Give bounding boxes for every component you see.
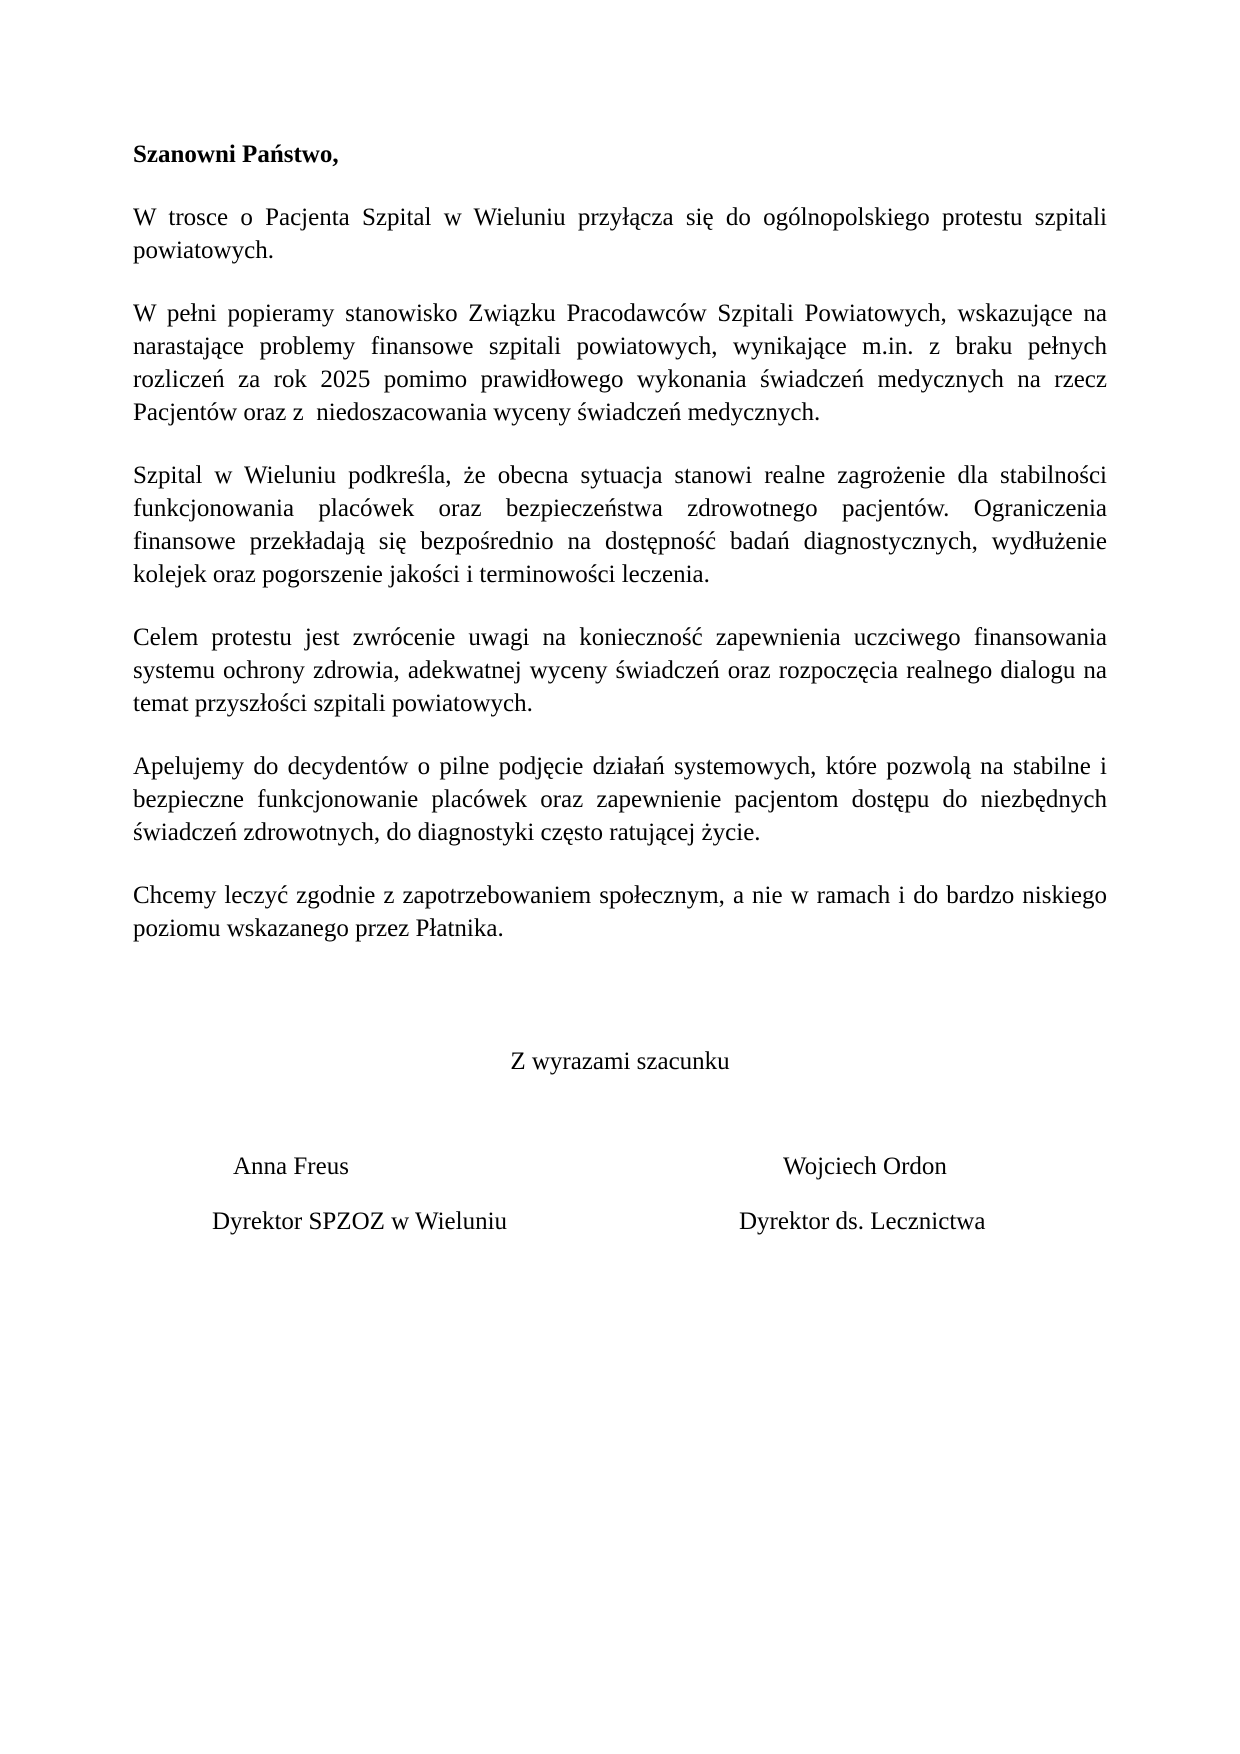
- paragraph-support-statement: W pełni popieramy stanowisko Związku Pracodawców Szpitali Powiatowych, wskazujące na narastające problemy finansowe szpitali powiatowych, wynikające m.in. z braku pełnych rozliczeń za rok 2025 pomimo prawidłowego wykonania świadczeń medycznych na rzecz Pacjentów oraz z niedoszacowania wyceny świadczeń medycznych.: [133, 300, 1114, 426]
- signatory-left-name: Anna Freus: [233, 1153, 349, 1180]
- salutation: Szanowni Państwo,: [133, 141, 339, 168]
- closing-phrase: Z wyrazami szacunku: [510, 1048, 730, 1075]
- signatory-right-name: Wojciech Ordon: [783, 1153, 947, 1180]
- paragraph-appeal: Apelujemy do decydentów o pilne podjęcie działań systemowych, które pozwolą na stabilne i bezpieczne funkcjonowanie placówek oraz zapewnienie pacjentom dostępu do niezbędnych świadczeń zdrowotnych, do diagnostyki często ratującej życie.: [133, 753, 1114, 846]
- paragraph-protest-goal: Celem protestu jest zwrócenie uwagi na konieczność zapewnienia uczciwego finansowania systemu ochrony zdrowia, adekwatnej wyceny świadczeń oraz rozpoczęcia realnego dialogu na temat przyszłości szpitali powiatowych.: [133, 624, 1114, 717]
- signatory-left-title: Dyrektor SPZOZ w Wieluniu: [212, 1208, 508, 1235]
- paragraph-intro: W trosce o Pacjenta Szpital w Wieluniu przyłącza się do ogólnopolskiego protestu szpitali powiatowych.: [133, 204, 1114, 264]
- paragraph-threat-description: Szpital w Wieluniu podkreśla, że obecna sytuacja stanowi realne zagrożenie dla stabilności funkcjonowania placówek oraz bezpieczeństwa zdrowotnego pacjentów. Ograniczenia finansowe przekładają się bezpośrednio na dostępność badań diagnostycznych, wydłużenie kolejek oraz pogorszenie jakości i terminowości leczenia.: [133, 462, 1114, 588]
- signature-block: [133, 1150, 1107, 1310]
- paragraph-conclusion: Chcemy leczyć zgodnie z zapotrzebowaniem społecznym, a nie w ramach i do bardzo niskiego poziomu wskazanego przez Płatnika.: [133, 882, 1114, 942]
- signatory-right-title: Dyrektor ds. Lecznictwa: [739, 1208, 986, 1235]
